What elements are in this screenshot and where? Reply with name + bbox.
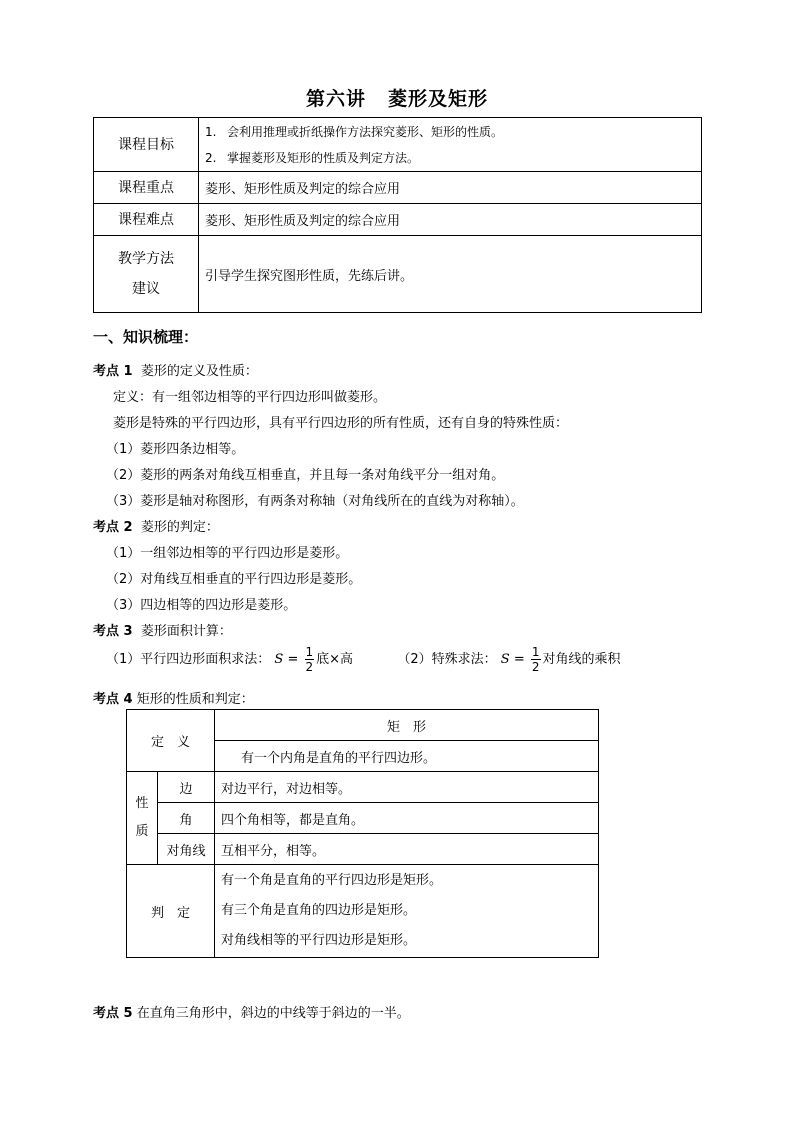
definition-label: 定 义	[127, 710, 215, 772]
judgement-item: 有三个角是直角的四边形是矩形。	[221, 903, 417, 918]
course-goal-label: 课程目标	[94, 118, 199, 172]
k2-heading: 考点 2 菱形的判定：	[93, 520, 219, 535]
k4-heading: 考点 4 矩形的性质和判定：	[93, 692, 254, 707]
formula2-label: （2）特殊求法：	[397, 652, 497, 667]
k1-item: （3）菱形是轴对称图形，有两条对称轴（对角线所在的直线为对称轴）。	[106, 494, 524, 509]
k1-item: （2）菱形的两条对角线互相垂直，并且每一条对角线平分一组对角。	[106, 468, 505, 483]
rectangle-table	[126, 709, 599, 958]
section-heading: 一、知识梳理：	[93, 328, 199, 346]
judgement-item: 对角线相等的平行四边形是矩形。	[221, 933, 417, 948]
judgement-values	[215, 865, 599, 958]
property-label: 性质	[127, 772, 158, 865]
formula1-label: （1）平行四边形面积求法：	[106, 652, 271, 667]
definition-value: 有一个内角是直角的平行四边形。	[215, 741, 599, 772]
rectangle-header: 矩 形	[215, 710, 599, 741]
fraction-half: $\frac{1}{2}$	[531, 645, 540, 674]
k1-heading: 考点 1 菱形的定义及性质：	[93, 364, 258, 379]
goal-item: 1. 会利用推理或折纸操作方法探究菱形、矩形的性质。	[205, 124, 504, 139]
property-key-angle: 角	[158, 803, 215, 834]
course-method-value: 引导学生探究图形性质，先练后讲。	[199, 236, 702, 313]
k1-intro: 菱形是特殊的平行四边形，具有平行四边形的所有性质，还有自身的特殊性质：	[113, 416, 569, 431]
k3-heading: 考点 3 菱形面积计算：	[93, 624, 232, 639]
title-topic: 菱形及矩形	[388, 88, 489, 110]
page-title	[0, 84, 794, 111]
k5-line: 考点 5 在直角三角形中，斜边的中线等于斜边的一半。	[93, 1006, 410, 1021]
k1-definition: 定义：有一组邻边相等的平行四边形叫做菱形。	[113, 390, 387, 405]
title-lecture: 第六讲	[305, 88, 366, 110]
course-difficulty-label: 课程难点	[94, 204, 199, 236]
k2-item: （3）四边相等的四边形是菱形。	[106, 598, 297, 613]
property-value-angle: 四个角相等，都是直角。	[215, 803, 599, 834]
course-key-label: 课程重点	[94, 172, 199, 204]
k1-item: （1）菱形四条边相等。	[106, 442, 245, 457]
goal-item: 2. 掌握菱形及矩形的性质及判定方法。	[205, 150, 420, 165]
property-key-diagonal: 对角线	[158, 834, 215, 865]
property-value-side: 对边平行，对边相等。	[215, 772, 599, 803]
course-key-value: 菱形、矩形性质及判定的综合应用	[199, 172, 702, 204]
judgement-item: 有一个角是直角的平行四边形是矩形。	[221, 873, 443, 888]
k3-formula-line: （1）平行四边形面积求法： S = $\frac{1}{2}$ 底×高 （2）特殊求法： S = $\frac{1}{2}$ 对角线的乘积	[106, 645, 621, 674]
course-method-label: 教学方法 建议	[94, 236, 199, 313]
property-value-diagonal: 互相平分，相等。	[215, 834, 599, 865]
k2-item: （2）对角线互相垂直的平行四边形是菱形。	[106, 572, 362, 587]
judgement-label: 判 定	[127, 865, 215, 958]
property-key-side: 边	[158, 772, 215, 803]
course-table	[93, 117, 702, 313]
fraction-half: $\frac{1}{2}$	[305, 645, 314, 674]
course-goal-value	[199, 118, 702, 172]
k2-item: （1）一组邻边相等的平行四边形是菱形。	[106, 546, 349, 561]
course-difficulty-value: 菱形、矩形性质及判定的综合应用	[199, 204, 702, 236]
